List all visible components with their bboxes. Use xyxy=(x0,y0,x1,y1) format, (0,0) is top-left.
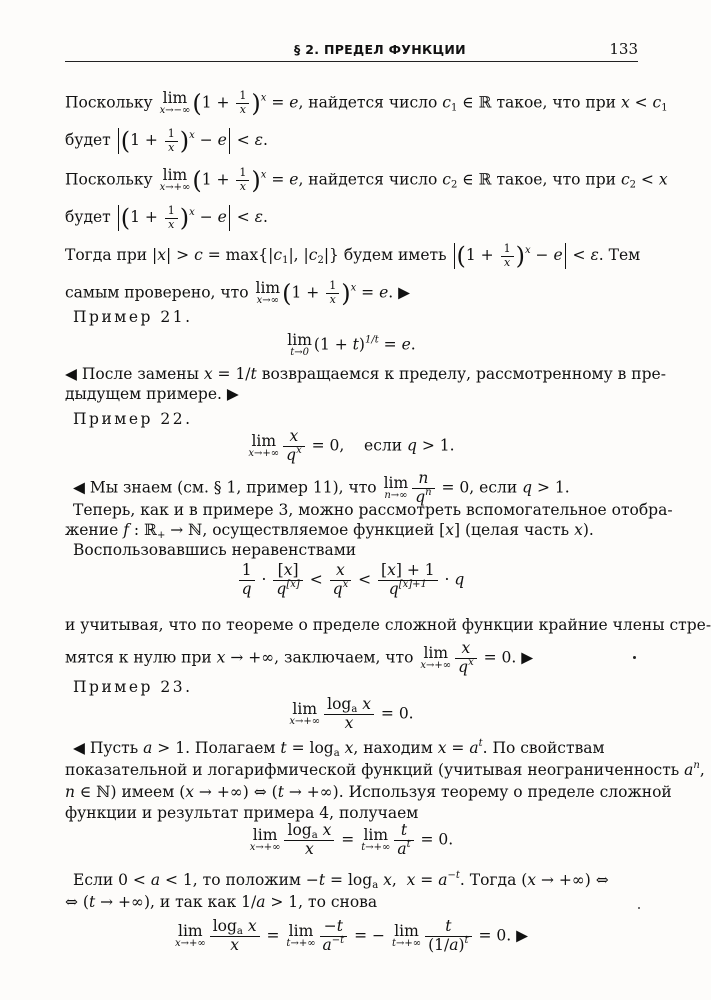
text-line: ⇔ (t → +∞), и так как 1/a > 1, то снова xyxy=(65,893,378,911)
running-header: § 2. ПРЕДЕЛ ФУНКЦИИ xyxy=(294,42,466,57)
text-line: Воспользовавшись неравенствами xyxy=(73,541,357,559)
text-line: Тогда при $|x| > c = \max\{|c_1|$, $|c_2|$} будем иметь (1 + $\frac{1}{x}$ )$^x$ − e < ε. Тем xyxy=(65,242,641,271)
text-line: Поскольку lim x→−∞ (1 + $\frac{1}{x}$ )$^x$ = e, найдется число $c_1$ ∈ ℝ такое, что при $x < c_1$ xyxy=(65,89,668,118)
text-line: ◀ Пусть a > 1. Полагаем $t = \log_a x$, находим $x = a^t$. По свойствам xyxy=(73,738,605,759)
text-line: показательной и логарифмической функций (учитывая неограниченность $a^n$, xyxy=(65,760,705,779)
text-line: будет (1 + $\frac{1}{x}$ )$^x$ − e < ε. xyxy=(65,127,268,156)
text-line: будет (1 + $\frac{1}{x}$ )$^x$ − e < ε. xyxy=(65,204,268,233)
formula: lim x→+∞ $\frac{x}{q^x}$ = 0, если q > 1. xyxy=(248,427,455,464)
header-rule xyxy=(65,61,638,62)
formula: lim x→+∞ $\frac{\log_a x}{x}$ = 0. xyxy=(289,695,414,732)
text-line: ◀ Мы знаем (см. § 1, пример 11), что lim n→∞ $\frac{n}{q^n}$ = 0, если q > 1. xyxy=(73,469,570,506)
text-line: самым проверено, что lim x→∞ (1 + $\frac{1}{x}$ )$^x$ = e. ▶ xyxy=(65,279,411,308)
print-speck xyxy=(633,656,636,659)
text-line: дыдущем примере. ▶ xyxy=(65,385,239,403)
text-line: ◀ После замены x = 1/t возвращаемся к пределу, рассмотренному в пре- xyxy=(65,365,666,383)
text-line: Поскольку lim x→+∞ (1 + $\frac{1}{x}$ )$^x$ = e, найдется число $c_2$ ∈ ℝ такое, что при $c_2 < x$ xyxy=(65,166,668,195)
text-line: Теперь, как и в примере 3, можно рассмотреть вспомогательное отобра- xyxy=(73,501,673,519)
formula: $\frac{1}{q}$ · $\frac{[x]}{q^{[x]}}$ < $\frac{x}{q^x}$ < $\frac{[x] + 1}{q^{[x]+1}}$ · q xyxy=(0,562,701,599)
text-line: Если 0 < a < 1, то положим $-t = \log_a x$, $x = a^{-t}$. Тогда (x → +∞) ⇔ xyxy=(73,870,609,891)
page-number: 133 xyxy=(609,40,638,58)
text-line: n ∈ ℕ) имеем (x → +∞) ⇔ (t → +∞). Используя теорему о пределе сложной xyxy=(65,783,672,801)
print-speck xyxy=(638,907,640,909)
text-line: мятся к нулю при x → +∞, заключаем, что lim x→+∞ $\frac{x}{q^x}$ = 0. ▶ xyxy=(65,639,534,676)
text-line: и учитывая, что по теореме о пределе сложной функции крайние члены стре- xyxy=(65,616,711,634)
formula: lim t→0 $(1 + t)^{1/t} = e$. xyxy=(287,331,416,359)
example-heading: Пример 22. xyxy=(73,410,193,428)
formula: lim x→+∞ $\frac{\log_a x}{x}$ = lim t→+∞ $\frac{t}{a^t}$ = 0. xyxy=(249,821,454,858)
text-line: жение f : ℝ$_+$ → ℕ, осуществляемое функцией [x] (целая часть x). xyxy=(65,521,594,541)
example-heading: Пример 23. xyxy=(73,678,193,696)
text-line: функции и результат примера 4, получаем xyxy=(65,804,419,822)
formula: lim x→+∞ $\frac{\log_a x}{x}$ = lim t→+∞ $\frac{-t}{a^{-t}}$ = − lim t→+∞ $\frac{t}{(1/a)^t}$ = 0. ▶ xyxy=(174,917,529,954)
example-heading: Пример 21. xyxy=(73,308,193,326)
